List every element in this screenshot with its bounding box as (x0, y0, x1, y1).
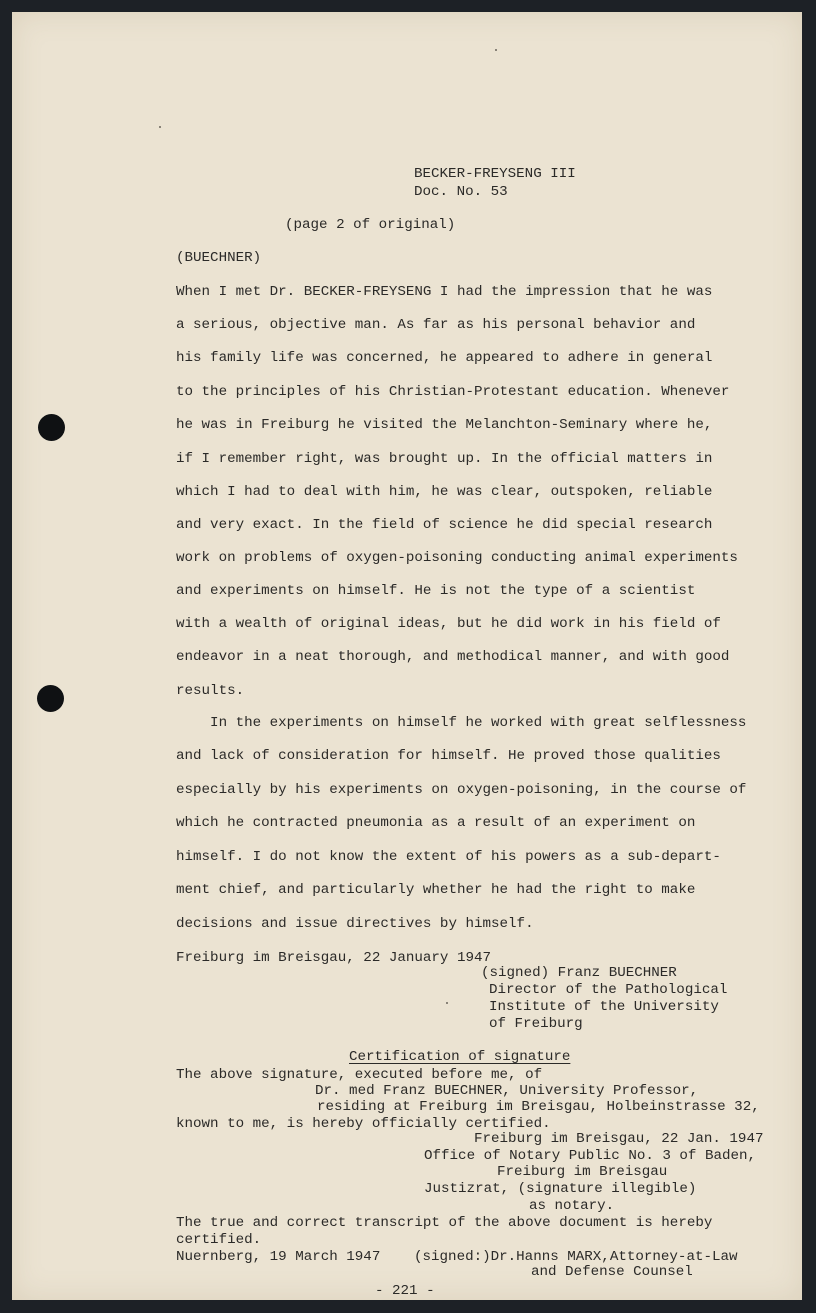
certification-text: residing at Freiburg im Breisgau, Holbeinstrasse 32, (317, 1099, 760, 1115)
page-note: (page 2 of original) (285, 217, 456, 233)
body-line: which he contracted pneumonia as a result of an experiment on (176, 815, 696, 831)
body-line: and very exact. In the field of science he did special research (176, 517, 713, 533)
notary-signature: Justizrat, (signature illegible) (424, 1181, 697, 1197)
certification-date: Freiburg im Breisgau, 22 Jan. 1947 (474, 1131, 764, 1147)
document-number: Doc. No. 53 (414, 184, 508, 200)
notary-role: as notary. (529, 1198, 615, 1214)
body-line: he was in Freiburg he visited the Melanchton-Seminary where he, (176, 417, 713, 433)
transcript-text: certified. (176, 1232, 262, 1248)
body-line: himself. I do not know the extent of his powers as a sub-depart- (176, 849, 721, 865)
certification-text: Dr. med Franz BUECHNER, University Professor, (315, 1083, 699, 1099)
place-date: Freiburg im Breisgau, 22 January 1947 (176, 950, 492, 966)
body-line: work on problems of oxygen-poisoning conducting animal experiments (176, 550, 738, 566)
body-line: endeavor in a neat thorough, and methodical manner, and with good (176, 649, 730, 665)
page-number: - 221 - (375, 1283, 435, 1299)
body-line: results. (176, 683, 245, 699)
certification-text: known to me, is hereby officially certified. (176, 1116, 551, 1132)
body-line: if I remember right, was brought up. In the official matters in (176, 451, 713, 467)
paper-speck (159, 126, 161, 128)
paper-speck (446, 1002, 448, 1004)
signature-title: Director of the Pathological (489, 982, 728, 998)
transcript-signer-role: and Defense Counsel (531, 1264, 693, 1280)
body-line: When I met Dr. BECKER-FREYSENG I had the impression that he was (176, 284, 713, 300)
body-line: decisions and issue directives by himself. (176, 916, 534, 932)
transcript-signer: (signed:)Dr.Hanns MARX,Attorney-at-Law (414, 1249, 738, 1265)
notary-office-city: Freiburg im Breisgau (497, 1164, 668, 1180)
body-line: and experiments on himself. He is not the type of a scientist (176, 583, 696, 599)
certification-text: The above signature, executed before me, of (176, 1067, 543, 1083)
body-line: especially by his experiments on oxygen-poisoning, in the course of (176, 782, 747, 798)
body-line: his family life was concerned, he appeared to adhere in general (176, 350, 713, 366)
signature-title: of Freiburg (489, 1016, 583, 1032)
punch-hole (38, 414, 65, 441)
body-line: ment chief, and particularly whether he had the right to make (176, 882, 696, 898)
signature-line: (signed) Franz BUECHNER (481, 965, 677, 981)
witness-name: (BUECHNER) (176, 250, 262, 266)
paper-speck (495, 49, 497, 51)
transcript-place-date: Nuernberg, 19 March 1947 (176, 1249, 381, 1265)
body-line: with a wealth of original ideas, but he did work in his field of (176, 616, 721, 632)
punch-hole (37, 685, 64, 712)
body-line: In the experiments on himself he worked with great selflessness (176, 715, 747, 731)
body-line: to the principles of his Christian-Protestant education. Whenever (176, 384, 730, 400)
notary-office: Office of Notary Public No. 3 of Baden, (424, 1148, 757, 1164)
signature-title: Institute of the University (489, 999, 719, 1015)
document-case-title: BECKER-FREYSENG III (414, 166, 576, 182)
certification-heading: Certification of signature (349, 1049, 571, 1065)
body-line: which I had to deal with him, he was clear, outspoken, reliable (176, 484, 713, 500)
transcript-text: The true and correct transcript of the above document is hereby (176, 1215, 713, 1231)
body-line: and lack of consideration for himself. He proved those qualities (176, 748, 721, 764)
body-line: a serious, objective man. As far as his personal behavior and (176, 317, 696, 333)
